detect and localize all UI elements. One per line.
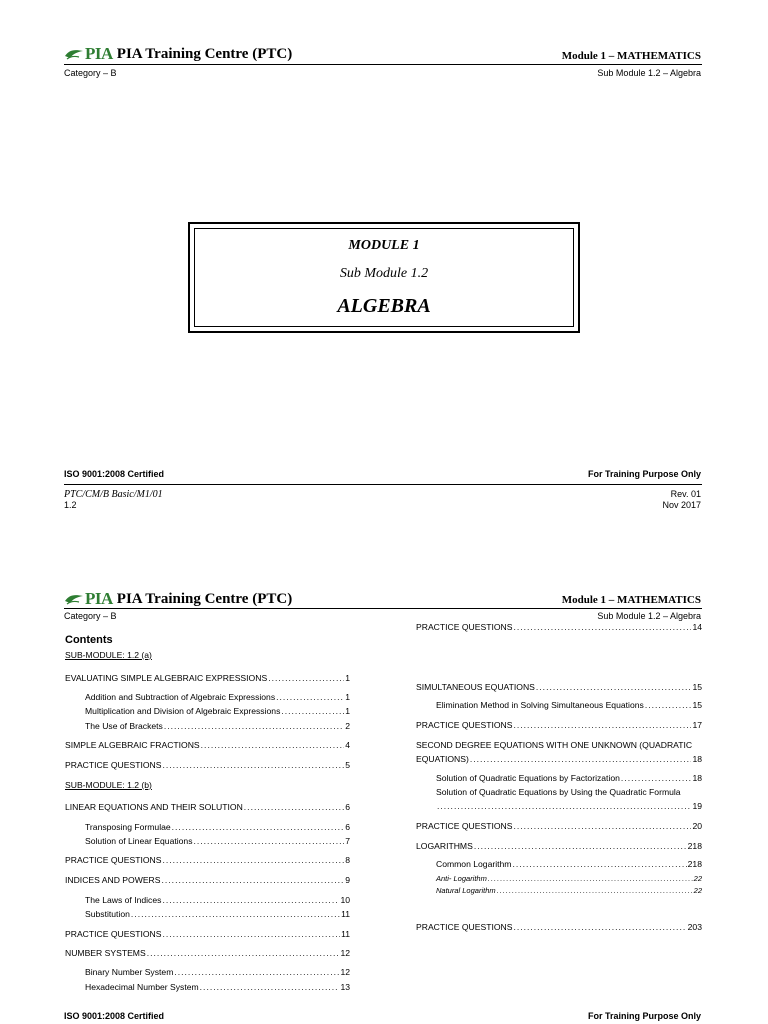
toc-dot-leader [276,692,344,702]
title-box [188,222,580,333]
toc-dot-leader [513,821,691,831]
toc-entry-title: Anti- Logarithm [436,874,487,883]
toc-entry-page: 18 [692,754,702,764]
toc-dot-leader [162,760,344,770]
header-category: Category – B [64,611,117,621]
toc-entry-page: 7 [345,836,350,846]
pia-bird-icon [64,46,84,62]
footer-page: 1.2 [64,500,77,510]
toc-entry-title: PRACTICE QUESTIONS [416,922,513,932]
footer-rev: Rev. 01 [670,489,701,499]
toc-entry[interactable] [436,859,702,869]
toc-entry-title: Substitution [85,909,130,919]
footer-doc-code: PTC/CM/B Basic/M1/01 [64,489,163,500]
toc-entry-page: 15 [692,700,702,710]
toc-entry-title: INDICES AND POWERS [65,875,161,885]
toc-dot-leader [174,967,339,977]
header-submodule: Sub Module 1.2 – Algebra [597,611,701,621]
toc-entry[interactable] [85,706,350,716]
toc-entry[interactable] [416,821,702,831]
toc-dot-leader [268,673,344,683]
contents-title: Contents [65,634,113,646]
toc-dot-leader [194,836,345,846]
toc-dot-leader [147,948,340,958]
toc-entry[interactable] [436,773,702,783]
toc-entry-page: 9 [345,875,350,885]
box-algebra: ALGEBRA [337,295,431,317]
toc-entry[interactable] [416,720,702,730]
toc-dot-leader [513,622,691,632]
toc-dot-leader [488,874,693,883]
submodule-a-heading: SUB-MODULE: 1.2 (a) [65,650,152,660]
toc-entry-title: PRACTICE QUESTIONS [65,929,162,939]
toc-entry[interactable] [65,855,350,865]
toc-entry-title: EVALUATING SIMPLE ALGEBRAIC EXPRESSIONS [65,673,268,683]
toc-entry[interactable] [436,700,702,710]
toc-entry-page: 20 [692,821,702,831]
toc-entry[interactable] [65,929,350,939]
toc-dot-leader [200,982,340,992]
toc-entry-page: 1 [345,692,350,702]
toc-entry-page: 13 [340,982,350,992]
toc-entry-title: PRACTICE QUESTIONS [416,720,513,730]
toc-dot-leader [281,706,344,716]
toc-dot-leader [131,909,340,919]
toc-entry-title: PRACTICE QUESTIONS [416,821,513,831]
toc-entry-title: PRACTICE QUESTIONS [416,622,513,632]
toc-dot-leader [513,720,691,730]
toc-entry-title: SIMPLE ALGEBRAIC FRACTIONS [65,740,200,750]
toc-entry-title: Solution of Quadratic Equations by Using the Quadratic Formula [436,787,681,797]
toc-entry-title: Solution of Quadratic Equations by Factorization [436,773,620,783]
toc-entry[interactable] [436,886,702,895]
toc-entry[interactable] [436,874,702,883]
toc-dot-leader [201,740,345,750]
header-rule [64,608,702,609]
toc-entry-page: 1 [345,673,350,683]
toc-entry-page: 12 [340,948,350,958]
toc-dot-leader [162,929,340,939]
toc-entry-title: Binary Number System [85,967,174,977]
toc-entry-page: 10 [340,895,350,905]
toc-entry-title: Solution of Linear Equations [85,836,193,846]
toc-dot-leader [497,886,693,895]
toc-entry-page: 5 [345,760,350,770]
toc-entry-title: SIMULTANEOUS EQUATIONS [416,682,535,692]
toc-entry-title: SECOND DEGREE EQUATIONS WITH ONE UNKNOWN (QUADRATIC [416,740,693,750]
box-module: MODULE 1 [348,238,420,253]
toc-entry-page: 8 [345,855,350,865]
toc-entry-page: 218 [687,841,702,851]
toc-entry-page: 203 [687,922,702,932]
toc-entry-title: The Laws of Indices [85,895,162,905]
logo-text: PIA [85,44,113,63]
header-module: Module 1 – MATHEMATICS [561,594,701,606]
toc-entry[interactable] [85,967,350,977]
footer-iso: ISO 9001:2008 Certified [64,1011,165,1021]
toc-entry[interactable] [416,922,702,932]
footer-rule [64,484,702,485]
toc-entry[interactable] [85,692,350,702]
toc-entry-title: Transposing Formulae [85,822,171,832]
toc-entry-page: 11 [341,929,350,939]
header-title: PIA Training Centre (PTC) [116,590,293,607]
toc-entry-title: Addition and Subtraction of Algebraic Expressions [85,692,276,702]
toc-entry-page: 14 [692,622,702,632]
toc-entry-page: 19 [692,801,702,811]
toc-entry-title: EQUATIONS) [416,754,469,764]
toc-dot-leader [162,875,345,885]
toc-entry[interactable] [416,682,702,692]
toc-dot-leader [645,700,692,710]
toc-entry-page: 2 [345,721,350,731]
toc-dot-leader [470,754,692,764]
toc-entry[interactable] [416,754,702,764]
header-rule [64,64,702,65]
toc-entry-page: 6 [345,802,350,812]
toc-entry[interactable] [65,673,350,683]
toc-entry[interactable] [85,909,350,919]
toc-entry[interactable] [65,802,350,812]
toc-dot-leader [244,802,344,812]
header-logo [64,44,292,64]
toc-dot-leader [437,801,691,811]
toc-entry-title: Hexadecimal Number System [85,982,199,992]
toc-entry-page: 18 [692,773,702,783]
toc-entry-page: 15 [692,682,702,692]
toc-entry[interactable] [416,841,702,851]
toc-entry[interactable] [65,740,350,750]
toc-entry-page: 218 [687,859,702,869]
toc-entry[interactable] [85,895,350,905]
toc-entry-page: 22 [693,874,702,883]
toc-entry[interactable] [85,721,350,731]
toc-dot-leader [162,895,339,905]
toc-dot-leader [474,841,687,851]
toc-entry[interactable] [65,948,350,958]
toc-entry-page: 6 [345,822,350,832]
toc-dot-leader [172,822,345,832]
toc-dot-leader [512,859,686,869]
toc-dot-leader [164,721,344,731]
toc-entry-page: 1 [345,706,350,716]
toc-entry-title: Natural Logarithm [436,886,496,895]
toc-entry-title: PRACTICE QUESTIONS [65,855,162,865]
toc-dot-leader [162,855,344,865]
toc-entry-title: Common Logarithm [436,859,512,869]
toc-entry[interactable] [85,836,350,846]
toc-entry[interactable] [85,982,350,992]
toc-entry-title: PRACTICE QUESTIONS [65,760,162,770]
header-submodule: Sub Module 1.2 – Algebra [597,68,701,78]
toc-entry-page: 12 [340,967,350,977]
toc-entry[interactable] [416,740,702,750]
footer-purpose: For Training Purpose Only [587,469,701,479]
footer-iso: ISO 9001:2008 Certified [64,469,165,479]
toc-entry-title: Multiplication and Division of Algebraic Expressions [85,706,281,716]
header-module: Module 1 – MATHEMATICS [561,50,701,62]
footer-purpose: For Training Purpose Only [587,1011,701,1021]
toc-dot-leader [621,773,692,783]
box-submodule: Sub Module 1.2 [339,266,429,281]
toc-entry-title: LINEAR EQUATIONS AND THEIR SOLUTION [65,802,243,812]
toc-entry-title: NUMBER SYSTEMS [65,948,146,958]
toc-entry[interactable] [436,787,702,797]
toc-entry-title: The Use of Brackets [85,721,163,731]
logo-text: PIA [85,589,113,608]
toc-entry[interactable] [65,875,350,885]
pia-bird-icon [64,591,84,607]
submodule-b-heading: SUB-MODULE: 1.2 (b) [65,780,152,790]
toc-entry-page: 17 [692,720,702,730]
header-logo [64,589,292,609]
toc-entry[interactable] [85,822,350,832]
header-title: PIA Training Centre (PTC) [116,45,293,62]
header-category: Category – B [64,68,117,78]
toc-dot-leader [513,922,686,932]
toc-entry-title: Elimination Method in Solving Simultaneous Equations [436,700,644,710]
toc-dot-leader [536,682,692,692]
toc-entry-title: LOGARITHMS [416,841,473,851]
toc-entry-page: 11 [341,909,350,919]
toc-entry[interactable] [436,801,702,811]
toc-entry-page: 4 [345,740,350,750]
toc-entry-page: 22 [693,886,702,895]
toc-entry[interactable] [416,622,702,632]
footer-date: Nov 2017 [662,500,701,510]
toc-entry[interactable] [65,760,350,770]
